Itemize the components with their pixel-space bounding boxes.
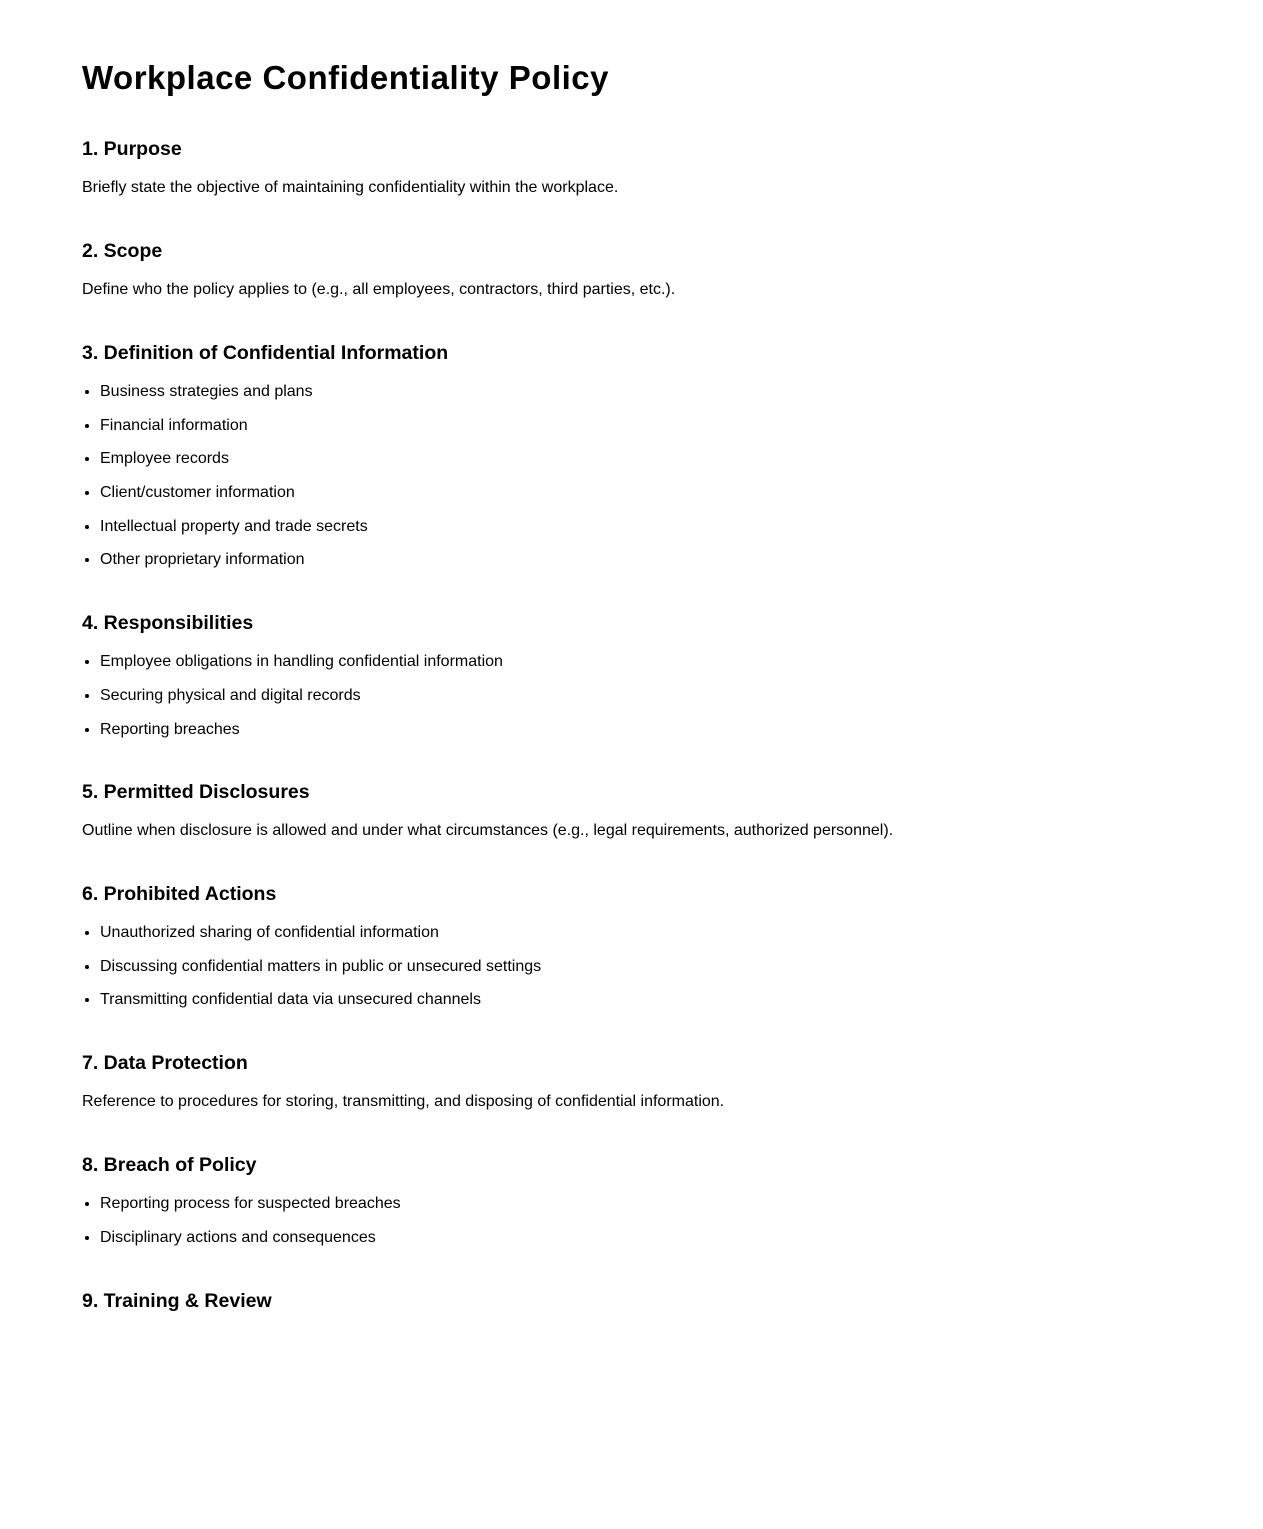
bullet-list	[82, 923, 1182, 1010]
bullet-list	[82, 1194, 1182, 1248]
section-data-protection	[82, 1051, 1182, 1112]
bullet-list	[82, 652, 1182, 739]
list-item: • Securing physical and digital records	[100, 686, 1182, 706]
section-heading: 7. Data Protection	[82, 1052, 248, 1075]
section-heading: 2. Scope	[82, 240, 163, 262]
list-item: • Employee records	[100, 449, 1182, 469]
list-item: • Financial information	[100, 416, 1182, 436]
section-text: Briefly state the objective of maintaining confidentiality within the workplace.	[82, 179, 619, 196]
section-text: Outline when disclosure is allowed and under what circumstances (e.g., legal requirements, authorized personnel).	[82, 821, 894, 839]
section-purpose	[82, 137, 1182, 198]
document-title: Workplace Confidentiality Policy	[82, 59, 610, 96]
list-item: • Transmitting confidential data via unsecured channels	[100, 990, 1182, 1010]
section-heading: 5. Permitted Disclosures	[82, 780, 310, 803]
section-heading: 8. Breach of Policy	[82, 1154, 257, 1177]
list-item: • Business strategies and plans	[100, 382, 1182, 402]
section-definition	[82, 341, 1182, 570]
list-item: • Other proprietary information	[100, 550, 1182, 570]
section-responsibilities	[82, 611, 1182, 739]
section-permitted-disclosures	[82, 780, 1182, 841]
list-item: • Unauthorized sharing of confidential information	[100, 923, 1182, 943]
list-item: • Intellectual property and trade secrets	[100, 517, 1182, 537]
section-heading: 1. Purpose	[82, 138, 182, 160]
list-item: • Disciplinary actions and consequences	[100, 1228, 1182, 1248]
section-prohibited-actions	[82, 882, 1182, 1010]
bullet-list	[82, 382, 1182, 570]
section-heading: 6. Prohibited Actions	[82, 882, 277, 905]
section-text: Reference to procedures for storing, transmitting, and disposing of confidential information.	[82, 1093, 725, 1111]
list-item: • Employee obligations in handling confidential information	[100, 652, 1182, 672]
section-text: Define who the policy applies to (e.g., all employees, contractors, third parties, etc.).	[82, 281, 676, 298]
list-item: • Discussing confidential matters in public or unsecured settings	[100, 957, 1182, 977]
section-breach-of-policy	[82, 1153, 1182, 1248]
section-training-review	[82, 1289, 1182, 1313]
section-heading: 9. Training & Review	[82, 1289, 272, 1312]
list-item: • Reporting breaches	[100, 720, 1182, 740]
policy-document	[82, 0, 1182, 1313]
section-heading: 4. Responsibilities	[82, 612, 254, 635]
section-heading: 3. Definition of Confidential Information	[82, 342, 449, 364]
list-item: • Reporting process for suspected breaches	[100, 1194, 1182, 1214]
list-item: • Client/customer information	[100, 483, 1182, 503]
section-scope	[82, 239, 1182, 300]
